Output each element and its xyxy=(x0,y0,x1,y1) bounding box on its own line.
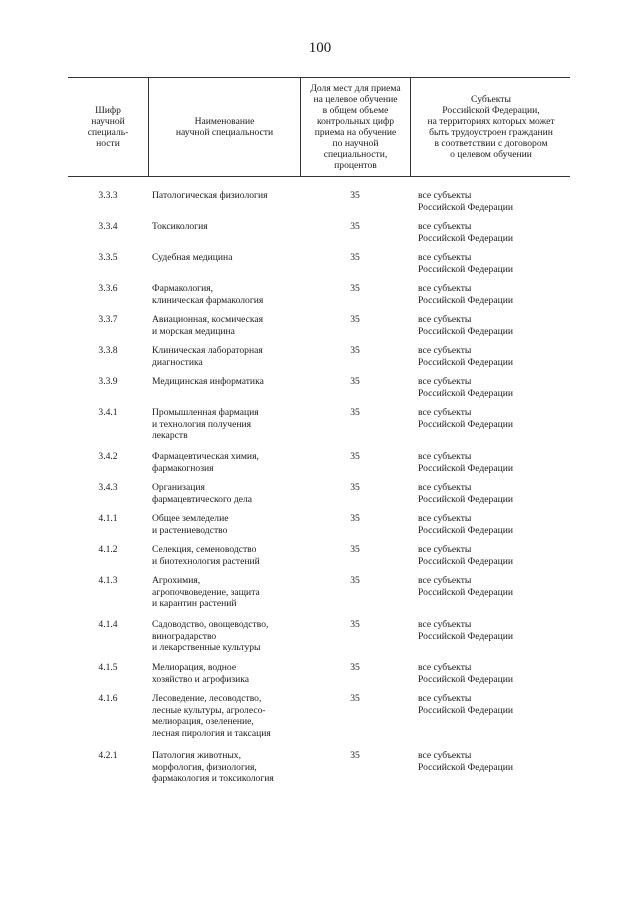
row-name: Селекция, семеноводство и биотехнология растений xyxy=(152,544,260,567)
header-code: Шифр научной специаль- ности xyxy=(87,104,129,149)
header-bottom-rule xyxy=(68,176,570,177)
row-subjects: все субъекты Российской Федерации xyxy=(418,190,513,213)
row-name: Садоводство, овощеводство, виноградарство и лекарственные культуры xyxy=(152,619,269,653)
row-subjects: все субъекты Российской Федерации xyxy=(418,693,513,716)
row-subjects: все субъекты Российской Федерации xyxy=(418,283,513,306)
row-subjects: все субъекты Российской Федерации xyxy=(418,513,513,536)
row-code: 3.4.3 xyxy=(98,482,118,493)
row-subjects: все субъекты Российской Федерации xyxy=(418,221,513,244)
row-code: 3.3.9 xyxy=(98,376,118,387)
row-share: 35 xyxy=(350,407,360,418)
row-share: 35 xyxy=(350,376,360,387)
row-share: 35 xyxy=(350,662,360,673)
row-code: 3.3.5 xyxy=(98,252,118,263)
row-subjects: все субъекты Российской Федерации xyxy=(418,376,513,399)
row-code: 4.1.2 xyxy=(98,544,118,555)
row-name: Мелиорация, водное хозяйство и агрофизика xyxy=(152,662,250,685)
row-name: Токсикология xyxy=(152,221,208,232)
row-name: Общее земледелие и растениеводство xyxy=(152,513,229,536)
row-subjects: все субъекты Российской Федерации xyxy=(418,575,513,598)
row-code: 3.3.4 xyxy=(98,221,118,232)
row-subjects: все субъекты Российской Федерации xyxy=(418,482,513,505)
row-subjects: все субъекты Российской Федерации xyxy=(418,252,513,275)
page-number: 100 xyxy=(308,40,332,56)
row-name: Организация фармацевтического дела xyxy=(152,482,253,505)
row-share: 35 xyxy=(350,693,360,704)
row-code: 4.1.6 xyxy=(98,693,118,704)
row-share: 35 xyxy=(350,750,360,761)
row-name: Патологическая физиология xyxy=(152,190,268,201)
row-name: Патология животных, морфология, физиология, фармакология и токсикология xyxy=(152,750,274,784)
row-subjects: все субъекты Российской Федерации xyxy=(418,544,513,567)
row-code: 4.1.5 xyxy=(98,662,118,673)
row-code: 4.1.3 xyxy=(98,575,118,586)
row-subjects: все субъекты Российской Федерации xyxy=(418,314,513,337)
row-share: 35 xyxy=(350,513,360,524)
row-code: 3.3.8 xyxy=(98,345,118,356)
row-name: Фармацевтическая химия, фармакогнозия xyxy=(152,451,259,474)
row-share: 35 xyxy=(350,314,360,325)
row-subjects: все субъекты Российской Федерации xyxy=(418,750,513,773)
row-subjects: все субъекты Российской Федерации xyxy=(418,345,513,368)
row-subjects: все субъекты Российской Федерации xyxy=(418,451,513,474)
row-code: 3.4.2 xyxy=(98,451,118,462)
row-subjects: все субъекты Российской Федерации xyxy=(418,662,513,685)
row-name: Фармакология, клиническая фармакология xyxy=(152,283,264,306)
row-share: 35 xyxy=(350,221,360,232)
row-name: Промышленная фармация и технология получения лекарств xyxy=(152,407,259,441)
row-code: 3.3.3 xyxy=(98,190,118,201)
row-share: 35 xyxy=(350,283,360,294)
row-share: 35 xyxy=(350,345,360,356)
row-code: 4.1.1 xyxy=(98,513,118,524)
header-name: Наименование научной специальности xyxy=(175,115,274,138)
row-code: 4.1.4 xyxy=(98,619,118,630)
row-name: Клиническая лабораторная диагностика xyxy=(152,345,263,368)
row-name: Авиационная, космическая и морская медицина xyxy=(152,314,264,337)
row-share: 35 xyxy=(350,190,360,201)
header-share: Доля мест для приема на целевое обучение в общем объеме контрольных цифр приема на обучение по научной специальности, процентов xyxy=(310,82,401,171)
row-name: Медицинская информатика xyxy=(152,376,264,387)
row-code: 3.3.7 xyxy=(98,314,118,325)
row-share: 35 xyxy=(350,575,360,586)
row-subjects: все субъекты Российской Федерации xyxy=(418,407,513,430)
row-share: 35 xyxy=(350,619,360,630)
row-share: 35 xyxy=(350,451,360,462)
row-subjects: все субъекты Российской Федерации xyxy=(418,619,513,642)
header-subjects: Субъекты Российской Федерации, на территориях которых может быть трудоустроен гражданин в соответствии с договором о целевом обучении xyxy=(427,93,555,160)
row-code: 4.2.1 xyxy=(98,750,118,761)
row-name: Лесоведение, лесоводство, лесные культуры, агролесо- мелиорация, озеленение, лесная пирология и таксация xyxy=(152,693,271,739)
row-share: 35 xyxy=(350,482,360,493)
row-share: 35 xyxy=(350,544,360,555)
row-code: 3.4.1 xyxy=(98,407,118,418)
row-name: Агрохимия, агропочвоведение, защита и карантин растений xyxy=(152,575,260,609)
row-code: 3.3.6 xyxy=(98,283,118,294)
row-share: 35 xyxy=(350,252,360,263)
row-name: Судебная медицина xyxy=(152,252,233,263)
